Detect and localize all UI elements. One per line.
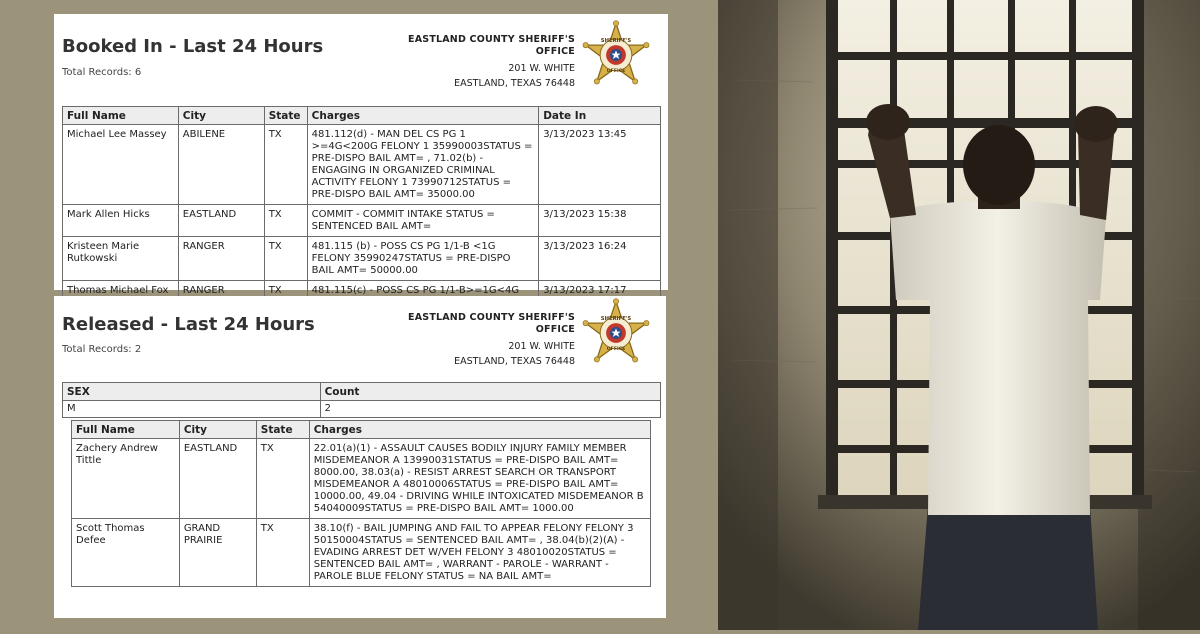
- office-address1: 201 W. WHITE: [508, 341, 575, 352]
- cell-state: TX: [264, 125, 307, 205]
- cell-date: 3/13/2023 13:45: [539, 125, 661, 205]
- office-name-line1: EASTLAND COUNTY SHERIFF'S: [408, 34, 575, 45]
- booked-office-block: [385, 34, 575, 90]
- col-city: City: [179, 421, 256, 439]
- released-office-block: [385, 312, 575, 368]
- cell-date: 3/13/2023 17:17: [539, 281, 661, 301]
- cell-count: 2: [320, 401, 660, 418]
- cell-city: RANGER: [178, 281, 264, 301]
- photo-man-at-window: [718, 0, 1200, 630]
- badge-bottom-text: OFFICE: [606, 69, 626, 75]
- cell-city: ABILENE: [178, 125, 264, 205]
- cell-city: GRAND PRAIRIE: [179, 519, 256, 587]
- badge-top-text: SHERIFF'S: [600, 315, 632, 322]
- cell-charges: 481.115(c) - POSS CS PG 1/1-B>=1G<4G: [307, 281, 539, 301]
- col-state: State: [256, 421, 309, 439]
- cell-state: TX: [264, 237, 307, 281]
- cell-charges: 481.115 (b) - POSS CS PG 1/1-B <1G FELONY 35990247STATUS = PRE-DISPO BAIL AMT= 50000.00: [307, 237, 539, 281]
- office-address2: EASTLAND, TEXAS 76448: [454, 78, 575, 89]
- cell-state: TX: [264, 205, 307, 237]
- table-row: [63, 125, 661, 205]
- badge-top-text: SHERIFF'S: [600, 37, 632, 44]
- cell-name: Zachery Andrew Tittle: [72, 439, 180, 519]
- released-report: [54, 296, 666, 618]
- table-row: [72, 519, 651, 587]
- cell-city: EASTLAND: [179, 439, 256, 519]
- cell-charges: 481.112(d) - MAN DEL CS PG 1 >=4G<200G FELONY 1 35990003STATUS = PRE-DISPO BAIL AMT= , 71.02(b) - ENGAGING IN ORGANIZED CRIMINAL ACTIVITY FELONY 1 73990712STATUS = PRE-DISPO BAIL AMT= 35000.00: [307, 125, 539, 205]
- table-row: [63, 401, 661, 418]
- col-charges: Charges: [309, 421, 650, 439]
- sheriff-badge-icon: [583, 22, 649, 88]
- office-name-line2: OFFICE: [535, 46, 575, 57]
- cell-name: Michael Lee Massey: [63, 125, 179, 205]
- sheriff-badge-icon: [583, 300, 649, 366]
- col-full-name: Full Name: [63, 107, 179, 125]
- cell-city: EASTLAND: [178, 205, 264, 237]
- office-name-line2: OFFICE: [535, 324, 575, 335]
- col-date-in: Date In: [539, 107, 661, 125]
- cell-state: TX: [256, 519, 309, 587]
- prison-window-illustration: [718, 0, 1200, 630]
- table-row: [72, 439, 651, 519]
- released-total-records: Total Records: 2: [62, 344, 142, 355]
- col-full-name: Full Name: [72, 421, 180, 439]
- cell-name: Kristeen Marie Rutkowski: [63, 237, 179, 281]
- office-address1: 201 W. WHITE: [508, 63, 575, 74]
- cell-name: Thomas Michael Fox: [63, 281, 179, 301]
- cell-state: TX: [264, 281, 307, 301]
- booked-table: [62, 106, 661, 301]
- cell-charges: 22.01(a)(1) - ASSAULT CAUSES BODILY INJURY FAMILY MEMBER MISDEMEANOR A 13990031STATUS = PRE-DISPO BAIL AMT= 8000.00, 38.03(a) - RESIST ARREST SEARCH OR TRANSPORT MISDEMEANOR A 48010006STATUS = PRE-DISPO BAIL AMT= 10000.00, 49.04 - DRIVING WHILE INTOXICATED MISDEMEANOR B 54040009STATUS = PRE-DISPO BAIL AMT= 1000.00: [309, 439, 650, 519]
- released-title: Released - Last 24 Hours: [62, 314, 315, 335]
- cell-name: Mark Allen Hicks: [63, 205, 179, 237]
- cell-date: 3/13/2023 15:38: [539, 205, 661, 237]
- col-sex: SEX: [63, 383, 321, 401]
- badge-bottom-text: OFFICE: [606, 347, 626, 353]
- cell-sex: M: [63, 401, 321, 418]
- booked-title: Booked In - Last 24 Hours: [62, 36, 324, 57]
- col-state: State: [264, 107, 307, 125]
- cell-name: Scott Thomas Defee: [72, 519, 180, 587]
- sex-header-row: [63, 383, 661, 401]
- booked-in-report: [54, 14, 668, 296]
- col-count: Count: [320, 383, 660, 401]
- table-row: [63, 205, 661, 237]
- office-address2: EASTLAND, TEXAS 76448: [454, 356, 575, 367]
- office-name-line1: EASTLAND COUNTY SHERIFF'S: [408, 312, 575, 323]
- cell-charges: COMMIT - COMMIT INTAKE STATUS = SENTENCED BAIL AMT=: [307, 205, 539, 237]
- released-table: [71, 420, 651, 587]
- sex-count-table: [62, 382, 661, 418]
- released-header-row: [72, 421, 651, 439]
- booked-header-row: [63, 107, 661, 125]
- col-charges: Charges: [307, 107, 539, 125]
- cell-city: RANGER: [178, 237, 264, 281]
- cell-charges: 38.10(f) - BAIL JUMPING AND FAIL TO APPEAR FELONY FELONY 3 50150004STATUS = SENTENCED BAIL AMT= , 38.04(b)(2)(A) - EVADING ARREST DET W/VEH FELONY 3 48010020STATUS = SENTENCED BAIL AMT= , WARRANT - PAROLE - WARRANT - PAROLE BLUE FELONY STATUS = NA BAIL AMT=: [309, 519, 650, 587]
- cell-state: TX: [256, 439, 309, 519]
- table-row: [63, 237, 661, 281]
- col-city: City: [178, 107, 264, 125]
- cell-date: 3/13/2023 16:24: [539, 237, 661, 281]
- booked-total-records: Total Records: 6: [62, 67, 142, 78]
